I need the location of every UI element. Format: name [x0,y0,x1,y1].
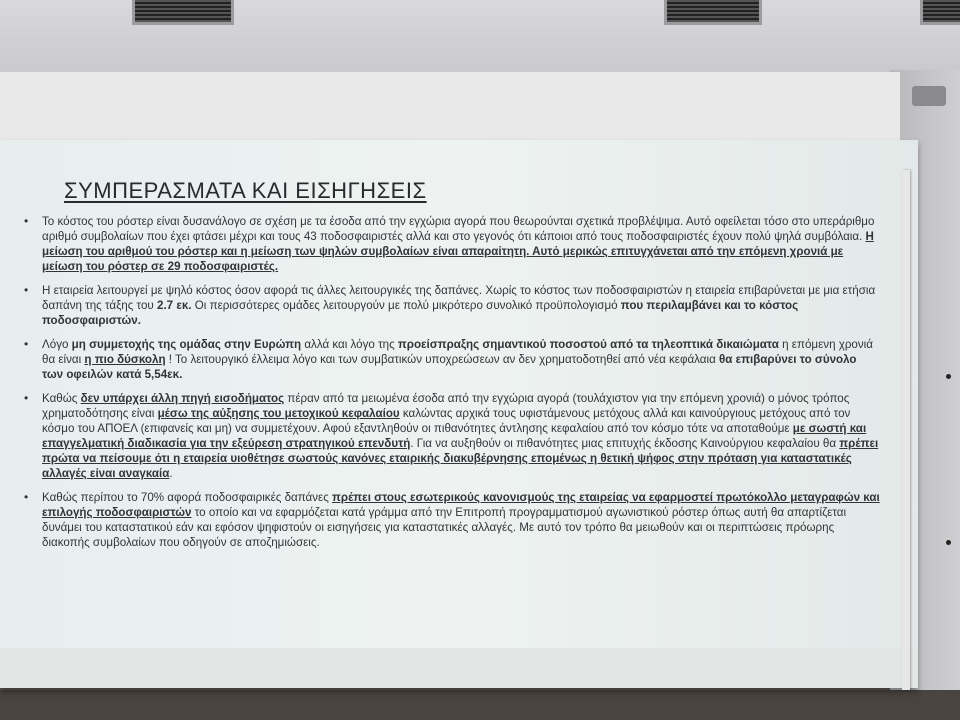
underlined-text: Η μείωση του αριθμού του ρόστερ και η μείωση των ψηλών συμβολαίων είναι απαραίτητη. Αυτό μερικώς επιτυγχάνεται από την επόμενη χρονιά με μείωση του ρόστερ σε 29 ποδοσφαιριστές. [42,230,874,273]
bullet-list [20,214,880,559]
bold-text: μη συμμετοχής της ομάδας στην Ευρώπη [71,338,302,351]
bullet-text: Οι περισσότερες ομάδες λειτουργούν με πολύ μικρότερο συνολικό προϋπολογισμό [191,299,621,312]
bullet-icon: • [24,283,29,297]
bold-text: θα επιβαρύνει το σύνολο των οφειλών κατά 5,54εκ. [42,353,857,381]
bullet-icon: • [24,490,29,504]
slide-bullet [20,214,880,274]
slide-bullet [20,490,880,550]
bold-text: προείσπραξης σημαντικού ποσοστού από τα τηλεοπτικά δικαιώματα [397,338,779,351]
ceiling-vent [664,0,762,25]
slide-bullet [20,283,880,328]
wall-mark [946,540,951,545]
slide-bullet [20,391,880,481]
bullet-text: πέραν από τα μειωμένα έσοδα από την εγχώρια αγορά (τουλάχιστον για την επόμενη χρονιά) ο μόνος τρόπος χρηματοδότησης είναι [42,392,850,420]
bullet-text: ! Το λειτουργικό έλλειμα λόγο και των συμβατικών υποχρεώσεων αν δεν χρηματοδοτηθεί από νέα κεφάλαια [165,353,720,366]
bullet-text: . Για να αυξηθούν οι πιθανότητες μιας επιτυχής έκδοσης Καινούργιου κεφαλαίου θα [410,437,840,450]
bullet-text: αλλά και λόγο της [301,338,398,351]
bullet-text: Λόγο [42,338,72,351]
slide-bullet [20,337,880,382]
underlined-text: δεν υπάρχει άλλη πηγή εισοδήματος [80,392,285,405]
underlined-text: πρέπει στους εσωτερικούς κανονισμούς της εταιρείας να εφαρμοστεί πρωτόκολλο μεταγραφών και επιλογής ποδοσφαιριστών [42,491,880,519]
floor-area [0,690,960,720]
screen-bottom-edge [0,648,918,688]
ceiling [0,0,960,80]
bullet-text: το οποίο και να εφαρμόζεται κατά γράμμα από την Επιτροπή προγραμματισμού αγωνιστικού ρόστερ όπως αυτή θα απαρτίζεται δυνάμει του καταστατικού εάν και εφόσον ψηφιστούν οι εισηγήσεις για καταστατικές αλλαγές. Με αυτό τον τρόπο θα μειωθούν και οι περιπτώσεις πρόωρης διακοπής συμβολαίων που οδηγούν σε αποζημιώσεις. [42,506,847,549]
ceiling-vent [920,0,960,25]
bold-text: 2.7 εκ. [157,299,192,312]
underlined-text: πρέπει πρώτα να πείσουμε ότι η εταιρεία υιοθέτησε σωστούς κανόνες εταιρικής διακυβέρνησης επομένως η θετική ψήφος στην πρόταση για καταστατικές αλλαγές είναι αναγκαία [42,437,879,480]
underlined-text: η πιο δύσκολη [84,353,166,366]
screen-pole [902,170,910,690]
bullet-icon: • [24,391,29,405]
wall-mark [946,374,951,379]
underlined-text: μέσω της αύξησης του μετοχικού κεφαλαίου [157,407,400,420]
underlined-text: με σωστή και επαγγελματική διαδικασία για την εξεύρεση στρατηγικού επενδυτή [42,422,867,450]
slide-title: ΣΥΜΠΕΡΑΣΜΑΤΑ ΚΑΙ ΕΙΣΗΓΗΣΕΙΣ [64,178,427,203]
bullet-text: Η εταιρεία λειτουργεί με ψηλό κόστος όσον αφορά τις άλλες λειτουργικές της δαπάνες. Χωρίς το κόστος των ποδοσφαιριστών η εταιρεία επιβαρύνεται με μια ετήσια δαπάνη της τάξης του [42,284,876,312]
bullet-text: καλώντας αρχικά τους υφιστάμενους μετόχους αλλά και καινούργιους μετόχους από τον κόσμο του ΑΠΟΕΛ (επιφανείς και μη) να συμμετέχουν. Αφού εξαντληθούν οι πιθανότητες άντλησης κεφαλαίου από τον κόσμο τότε να αποταθούμε [42,407,851,435]
screen-roller [912,86,946,106]
bullet-text: Καθώς [42,392,81,405]
bullet-text: η επόμενη χρονιά θα είναι [42,338,873,366]
bold-text: που περιλαμβάνει και το κόστος ποδοσφαιριστών. [42,299,799,327]
bullet-text: Καθώς περίπου το 70% αφορά ποδοσφαιρικές δαπάνες [42,491,333,504]
slide [0,170,898,640]
bullet-text: . [169,467,173,480]
bullet-icon: • [24,337,29,351]
ceiling-vent [132,0,234,25]
bullet-text: Το κόστος του ρόστερ είναι δυσανάλογο σε σχέση με τα έσοδα από την εγχώρια αγορά που θεωρούνται σχετικά προβλέψιμα. Αυτό οφείλεται τόσο στο υπεράριθμο αριθμό συμβολαίων που έχει φτάσει μέχρι και τους 43 ποδοσφαιριστές αλλά και στο γεγονός ότι κάποιοι από τους ποδοσφαιριστές έχουν πολύ ψηλά συμβόλαια. [42,215,875,243]
bullet-icon: • [24,214,29,228]
